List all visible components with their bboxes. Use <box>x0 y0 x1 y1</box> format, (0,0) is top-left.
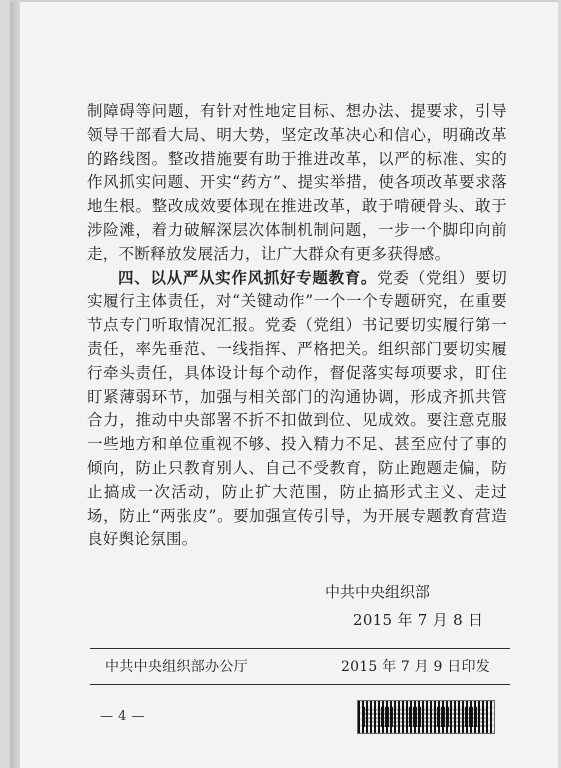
signature-organization: 中共中央组织部 <box>325 583 431 601</box>
signature-date: 2015 年 7 月 8 日 <box>353 611 484 629</box>
paragraph-1: 制障碍等问题，有针对性地定目标、想办法、提要求，引导领导干部看大局、明大势，坚定改革决心和信心，明确改革的路线图。整改措施要有助于推进改革，以严的标准、实的作风抓实问题、开实“药方”、提实举措，使各项改革要求落地生根。整改成效要体现在推进改革，敢于啃硬骨头、敢于涉险滩，着力破解深层次体制机制问题，一步一个脚印向前走，不断释放发展活力，让广大群众有更多获得感。 <box>87 102 507 263</box>
footer-top-rule <box>90 648 510 649</box>
page-edge-shadow <box>10 0 20 768</box>
signature-block <box>315 578 535 634</box>
paragraph-2-body: 党委（党组）要切实履行主体责任，对“关键动作”一个一个专题研究，在重要节点专门听取情况汇报。党委（党组）书记要切实履行第一责任，率先垂范、一线指挥、严格把关。组织部门要切实履行牵头责任，具体设计每个动作，督促落实每项要求，盯住盯紧薄弱环节，加强与相关部门的沟通协调，形成齐抓共管合力，推动中央部署不折不扣做到位、见成效。要注意克服一些地方和单位重视不够、投入精力不足、甚至应付了事的倾向，防止只教育别人、自己不受教育，防止跑题走偏，防止搞成一次活动，防止扩大范围，防止搞形式主义、走过场，防止“两张皮”。要加强宣传引导，为开展专题教育营造良好舆论氛围。 <box>87 268 507 549</box>
section-heading-four: 四、以从严从实作风抓好专题教育。 <box>118 268 378 287</box>
footer-bottom-rule <box>90 684 510 685</box>
footer-issue-date: 2015 年 7 月 9 日印发 <box>341 659 490 675</box>
page-number: — 4 — <box>100 709 146 724</box>
footer-issuer: 中共中央组织部办公厅 <box>105 659 248 675</box>
paragraph-2 <box>87 267 507 553</box>
document-sheet <box>10 0 558 768</box>
page-top-border <box>10 0 558 2</box>
document-body <box>87 100 507 552</box>
barcode-image <box>357 700 495 734</box>
